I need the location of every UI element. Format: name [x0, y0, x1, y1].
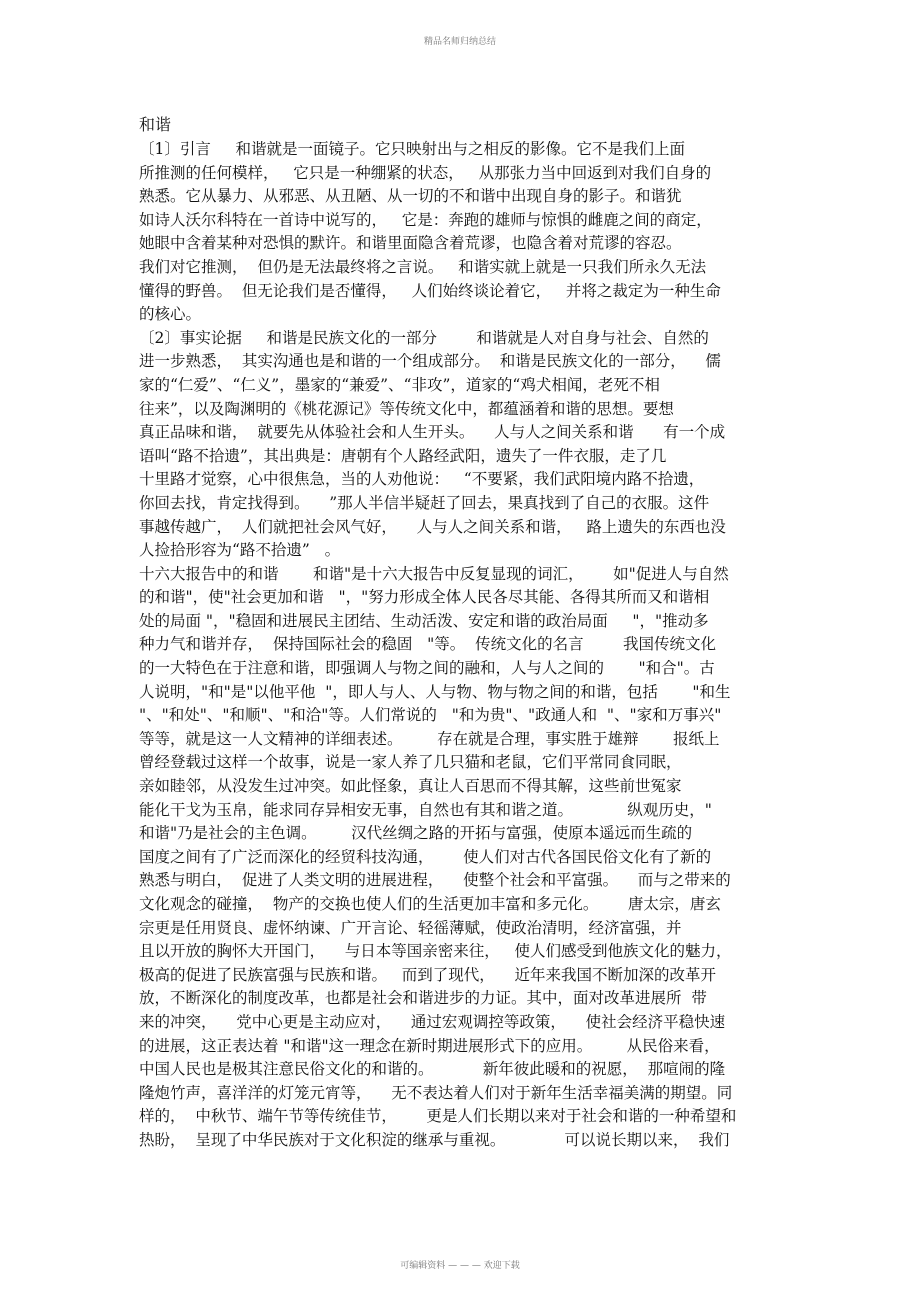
document-title: 和谐 [139, 115, 172, 134]
text-line: 往来”，以及陶渊明的《桃花源记》等传统文化中，都蕴涵着和谐的思想。要想 [139, 399, 674, 418]
text-line: 的核心。 [139, 305, 202, 324]
text-line: 曾经登载过这样一个故事，说是一家人养了几只猫和老鼠，它们平常同食同眠， [139, 753, 682, 772]
text-line: 我们对它推测， 但仍是无法最终将之言说。 和谐实就上就是一只我们所永久无法 [139, 257, 707, 276]
text-line: 隆炮竹声，喜洋洋的灯笼元宵等， 无不表达着人们对于新年生活幸福美满的期望。同 [139, 1083, 733, 1102]
text-line: 文化观念的碰撞， 物产的交换也使人们的生活更加丰富和多元化。 唐太宗，唐玄 [139, 895, 721, 913]
text-line: 语叫“路不拾遗”，其出典是：唐朝有个人路经武阳，遗失了一件衣服，走了几 [139, 446, 667, 465]
text-line: "、"和处"、"和顺"、"和洽"等。人们常说的 "和为贵"、"政通人和 "、"家和万事兴" [139, 706, 722, 725]
page-footer: 可编辑资料 — — — 欢迎下载 [400, 1261, 520, 1271]
text-line: 懂得的野兽。 但无论我们是否懂得， 人们始终谈论着它， 并将之裁定为一种生命 [139, 281, 721, 300]
text-line: 〔1〕引言 和谐就是一面镜子。它只映射出与之相反的影像。它不是我们上面 [139, 140, 685, 158]
text-line: 她眼中含着某种对恐惧的默许。和谐里面隐含着荒谬，也隐含着对荒谬的容忍。 [139, 234, 682, 253]
text-line: 极高的促进了民族富强与民族和谐。 而到了现代， 近年来我国不断加深的改革开 [139, 965, 716, 984]
text-line: 人捡拾形容为“路不拾遗” 。 [139, 541, 341, 560]
text-line: 十六大报告中的和谐 和谐"是十六大报告中反复显现的词汇， 如"促进人与自然 [139, 564, 729, 583]
text-line: 十里路才觉察，心中很焦急，当的人劝他说： “不要紧，我们武阳境内路不拾遗， [139, 470, 705, 489]
text-line: 样的， 中秋节、端午节等传统佳节， 更是人们长期以来对于社会和谐的一种希望和 [139, 1107, 737, 1126]
text-line: 熟悉与明白， 促进了人类文明的进展进程， 使整个社会和平富强。 而与之带来的 [139, 871, 731, 890]
text-line: 进一步熟悉， 其实沟通也是和谐的一个组成部分。 和谐是民族文化的一部分， 儒 [139, 352, 721, 371]
text-line: 来的冲突， 党中心更是主动应对， 通过宏观调控等政策， 使社会经济平稳快速 [139, 1012, 726, 1031]
text-line: 处的局面 "，"稳固和进展民主团结、生动活泼、安定和谐的政治局面 "，"推动多 [139, 611, 709, 630]
text-line: 的进展，这正表达着 "和谐"这一理念在新时期进展形式下的应用。 从民俗来看， [139, 1036, 720, 1055]
text-line: 等等，就是这一人文精神的详细表述。 存在就是合理，事实胜于雄辩 报纸上 [139, 729, 720, 748]
text-line: 能化干戈为玉帛，能求同存异相安无事，自然也有其和谐之道。 纵观历史，" [139, 800, 712, 819]
text-line: 熟悉。它从暴力、从邪恶、从丑陋、从一切的不和谐中出现自身的影子。和谐犹 [139, 187, 682, 206]
page-header: 精品名师归纳总结 [423, 37, 496, 47]
text-line: 事越传越广， 人们就把社会风气好， 人与人之间关系和谐， 路上遗失的东西也没 [139, 517, 726, 536]
text-line: 放，不断深化的制度改革，也都是社会和谐进步的力证。其中，面对改革进展所 带 [139, 989, 707, 1008]
text-line: 亲如睦邻，从没发生过冲突。如此怪象，真让人百思而不得其解，这些前世冤家 [139, 777, 682, 796]
document-body [139, 138, 789, 1153]
text-line: 中国人民也是极其注意民俗文化的和谐的。 新年彼此暖和的祝愿， 那喧闹的隆 [139, 1060, 726, 1079]
text-line: 你回去找，肯定找得到。 ”那人半信半疑赶了回去，果真找到了自己的衣服。这件 [139, 493, 710, 512]
text-line: 真正品味和谐， 就要先从体验社会和人生开头。 人与人之间关系和谐 有一个成 [139, 423, 726, 442]
text-line: 的和谐"，使"社会更加和谐 "，"努力形成全体人民各尽其能、各得其所而又和谐相 [139, 588, 710, 607]
text-line: 家的“仁爱”、“仁义”，墨家的“兼爱”、“非攻”，道家的“鸡犬相闻，老死不相 [139, 375, 660, 394]
text-line: 国度之间有了广泛而深化的经贸科技沟通， 使人们对古代各国民俗文化有了新的 [139, 847, 712, 866]
text-line: 〔2〕事实论据 和谐是民族文化的一部分 和谐就是人对自身与社会、自然的 [139, 328, 709, 347]
text-line: 种力气和谐并存， 保持国际社会的稳固 "等。 传统文化的名言 我国传统文化 [139, 635, 717, 654]
text-line: 且以开放的胸怀大开国门， 与日本等国亲密来往， 使人们感受到他族文化的魅力， [139, 942, 732, 961]
text-line: 如诗人沃尔科特在一首诗中说写的， 它是：奔跑的雄师与惊惧的雌鹿之间的商定， [139, 210, 712, 229]
text-line: 的一大特色在于注意和谐，即强调人与物之间的融和，人与人之间的 "和合"。古 [139, 659, 715, 678]
text-line: 宗更是任用贤良、虚怀纳谏、广开言论、轻徭薄赋，使政治清明，经济富强，并 [139, 918, 682, 937]
text-line: 和谐"乃是社会的主色调。 汉代丝绸之路的开拓与富强，使原本遥远而生疏的 [139, 824, 693, 843]
text-line: 热盼， 呈现了中华民族对于文化积淀的继承与重视。 可以说长期以来， 我们 [139, 1130, 730, 1149]
text-line: 所推测的任何模样， 它只是一种绷紧的状态， 从那张力当中回返到对我们自身的 [139, 163, 712, 182]
text-line: 人说明，"和"是"以他平他 "，即人与人、人与物、物与物之间的和谐，包括 "和生 [139, 682, 731, 701]
